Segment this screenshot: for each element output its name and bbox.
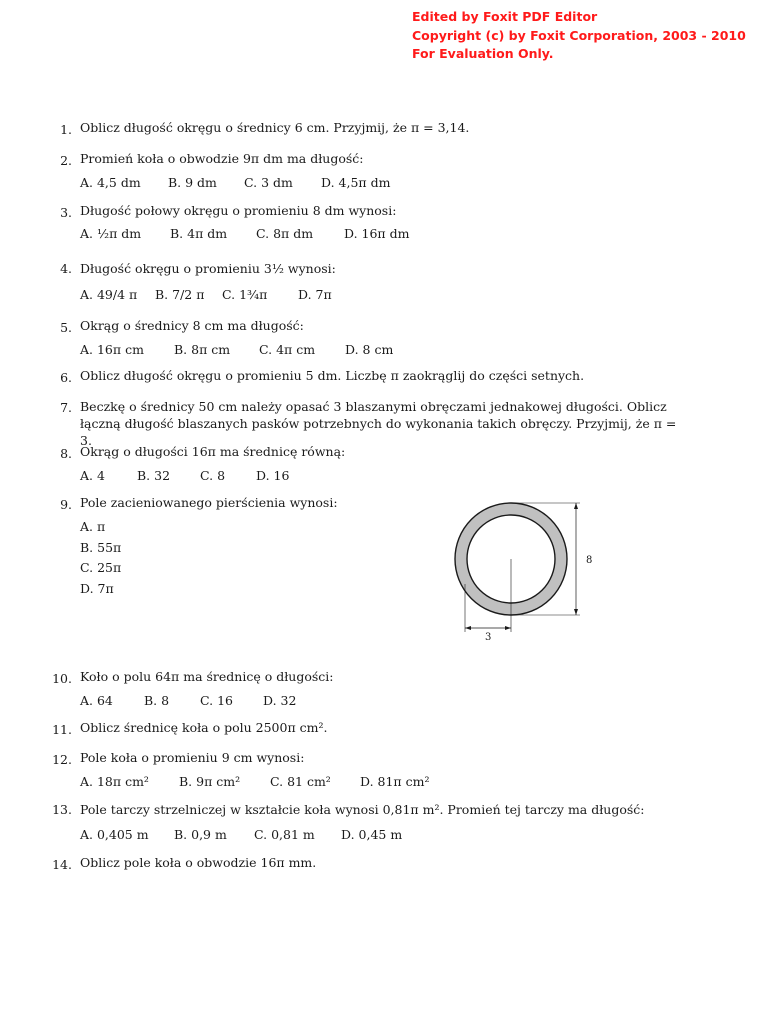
question-number: 10. (52, 671, 72, 686)
question-text: Beczkę o średnicy 50 cm należy opasać 3 blaszanymi obręczami jednakowej długości. Oblicz łączną długość blaszanych pasków potrzebnych do wykonania takich obręczy. Przyjmij, że π = 3. (80, 399, 677, 448)
question-text: Okrąg o długości 16π ma średnicę równą: (80, 444, 346, 459)
answer-option-d: D. 8 cm (345, 342, 394, 357)
question-number: 11. (52, 722, 72, 737)
question-number: 12. (52, 752, 72, 767)
evaluation-watermark (412, 8, 746, 64)
answer-option-b: B. 4π dm (170, 226, 228, 241)
answer-option-d: D. 32 (263, 693, 297, 708)
answer-option-b: B. 32 (137, 468, 171, 483)
answer-option-b: B. 8 (144, 693, 170, 708)
answer-option-a: A. 16π cm (80, 342, 144, 357)
question-number: 5. (60, 320, 72, 335)
question-text: Oblicz pole koła o obwodzie 16π mm. (80, 855, 317, 870)
answer-option-a: A. 0,405 m (80, 827, 149, 842)
answer-option-c: C. 4π cm (259, 342, 316, 357)
answer-option-c: C. 8π dm (256, 226, 314, 241)
question-number: 8. (60, 446, 72, 461)
question-text: Oblicz długość okręgu o promieniu 5 dm. Liczbę π zaokrąglij do części setnych. (80, 368, 585, 383)
question-text: Pole koła o promieniu 9 cm wynosi: (80, 750, 305, 765)
ring-figure (440, 496, 610, 646)
question-number: 6. (60, 370, 72, 385)
answer-option-a: A. 18π cm² (80, 774, 149, 789)
question-text: Koło o polu 64π ma średnicę o długości: (80, 669, 334, 684)
arrow-down (574, 609, 578, 615)
watermark-line-3: For Evaluation Only. (412, 46, 554, 61)
answer-option-b: B. 9 dm (168, 175, 217, 190)
answer-option-d: D. 7π (298, 287, 332, 302)
answer-option-c: C. 81 cm² (270, 774, 331, 789)
answer-option-d: D. 0,45 m (341, 827, 403, 842)
question-number: 3. (60, 205, 72, 220)
answer-option-b: B. 9π cm² (179, 774, 241, 789)
question-text: Promień koła o obwodzie 9π dm ma długość: (80, 151, 364, 166)
answer-option-a: A. 64 (80, 693, 113, 708)
answer-option-b: B. 55π (80, 540, 122, 555)
answer-option-c: C. 8 (200, 468, 226, 483)
arrow-right (505, 626, 511, 630)
question-text: Oblicz średnicę koła o polu 2500π cm². (80, 720, 328, 735)
answer-option-a: A. ½π dm (80, 226, 142, 241)
answer-option-b: B. 7/2 π (155, 287, 205, 302)
question-text: Okrąg o średnicy 8 cm ma długość: (80, 318, 304, 333)
question-number: 1. (60, 122, 72, 137)
watermark-line-2: Copyright (c) by Foxit Corporation, 2003 - 2010 (412, 27, 746, 43)
question-number: 4. (60, 261, 72, 276)
answer-option-c: C. 1¾π (222, 287, 268, 302)
answer-option-c: C. 25π (80, 560, 122, 575)
question-number: 7. (60, 400, 72, 415)
question-text: Długość połowy okręgu o promieniu 8 dm wynosi: (80, 203, 397, 218)
answer-option-d: D. 7π (80, 581, 114, 596)
question-number: 13. (52, 802, 72, 817)
answer-option-d: D. 16π dm (344, 226, 410, 241)
answer-option-d: D. 81π cm² (360, 774, 430, 789)
question-text: Oblicz długość okręgu o średnicy 6 cm. Przyjmij, że π = 3,14. (80, 120, 470, 135)
inner-dimension-label: 3 (485, 632, 492, 643)
answer-option-a: A. 4 (80, 468, 105, 483)
answer-option-c: C. 3 dm (244, 175, 293, 190)
question-number: 2. (60, 153, 72, 168)
answer-option-c: C. 0,81 m (254, 827, 315, 842)
watermark-line-1: Edited by Foxit PDF Editor (412, 9, 598, 24)
answer-option-d: D. 16 (256, 468, 290, 483)
answer-option-a: A. 4,5 dm (80, 175, 141, 190)
question-number: 9. (60, 497, 72, 512)
question-text: Pole zacieniowanego pierścienia wynosi: (80, 495, 338, 510)
answer-option-a: A. π (80, 519, 106, 534)
answer-option-d: D. 4,5π dm (321, 175, 391, 190)
question-text: Długość okręgu o promieniu 3½ wynosi: (80, 261, 336, 276)
answer-option-a: A. 49/4 π (80, 287, 138, 302)
arrow-up (574, 503, 578, 509)
question-text: Pole tarczy strzelniczej w kształcie koła wynosi 0,81π m². Promień tej tarczy ma długość: (80, 802, 645, 817)
question-number: 14. (52, 857, 72, 872)
answer-option-b: B. 8π cm (174, 342, 231, 357)
arrow-left (465, 626, 471, 630)
answer-option-c: C. 16 (200, 693, 233, 708)
outer-dimension-label: 8 (586, 555, 593, 566)
answer-option-b: B. 0,9 m (174, 827, 227, 842)
